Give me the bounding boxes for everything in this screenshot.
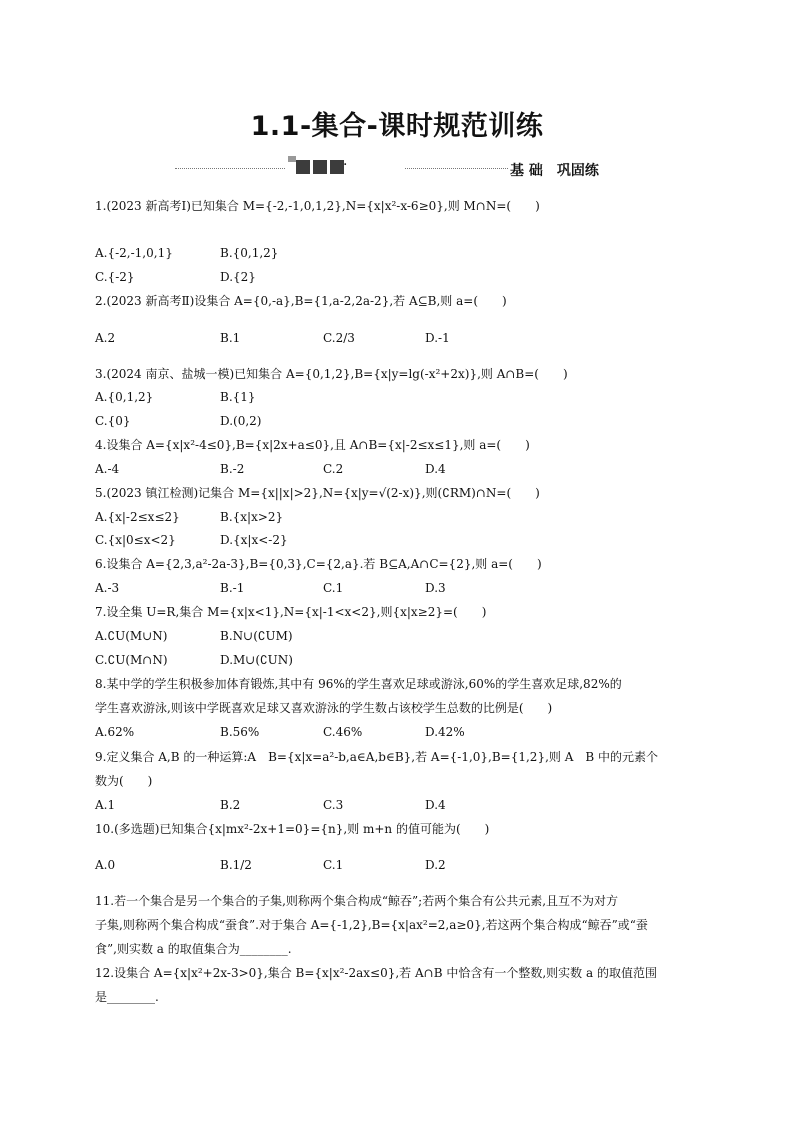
question-5-option-c: C.{x|0≤x<2}: [95, 533, 176, 547]
question-1-option-a: A.{-2,-1,0,1}: [95, 246, 173, 260]
question-7-option-b: B.N∪(∁UM): [220, 629, 293, 643]
question-9-option-a: A.1: [95, 798, 116, 812]
question-9-line: 9.定义集合 A,B 的一种运算:A B={x|x=a²-b,a∈A,b∈B},若 A={-1,0},B={1,2},则 A B 中的元素个: [95, 750, 659, 764]
question-3-line: 3.(2024 南京、盐城一模)已知集合 A={0,1,2},B={x|y=lg(-x²+2x)},则 A∩B=( ): [95, 367, 568, 381]
question-7-line: 7.设全集 U=R,集合 M={x|x<1},N={x|-1<x<2},则{x|x≥2}=( ): [95, 605, 487, 619]
question-4-option-b: B.-2: [220, 462, 245, 476]
question-6-option-b: B.-1: [220, 581, 245, 595]
question-5-option-b: B.{x|x>2}: [220, 510, 284, 524]
question-4-line: 4.设集合 A={x|x²-4≤0},B={x|2x+a≤0},且 A∩B={x|-2≤x≤1},则 a=( ): [95, 438, 530, 452]
page-title: 1.1-集合-课时规范训练: [250, 111, 544, 142]
section-label: 基 础 巩固练: [510, 163, 599, 179]
question-7-option-a: A.∁U(M∪N): [95, 629, 168, 643]
question-3-option-a: A.{0,1,2}: [95, 390, 154, 404]
question-4-option-d: D.4: [425, 462, 446, 476]
question-6-option-a: A.-3: [95, 581, 120, 595]
question-9-option-d: D.4: [425, 798, 446, 812]
question-10-option-a: A.0: [95, 858, 116, 872]
question-12-line: 是________.: [95, 990, 159, 1004]
question-2-option-a: A.2: [95, 331, 116, 345]
question-4-option-c: C.2: [323, 462, 344, 476]
question-5-option-a: A.{x|-2≤x≤2}: [95, 510, 180, 524]
question-3-option-c: C.{0}: [95, 414, 131, 428]
question-5-option-d: D.{x|x<-2}: [220, 533, 288, 547]
question-8-option-d: D.42%: [425, 725, 465, 739]
question-1-option-d: D.{2}: [220, 270, 256, 284]
question-9-option-c: C.3: [323, 798, 344, 812]
question-8-line: 8.某中学的学生积极参加体育锻炼,其中有 96%的学生喜欢足球或游泳,60%的学生喜欢足球,82%的: [95, 677, 622, 691]
dotted-rule-right: [405, 168, 508, 169]
question-6-option-c: C.1: [323, 581, 344, 595]
banner-block-icon: [330, 160, 344, 174]
question-10-option-b: B.1/2: [220, 858, 252, 872]
banner-block-icon: [296, 160, 310, 174]
section-banner: [0, 156, 794, 186]
question-8-line: 学生喜欢游泳,则该中学既喜欢足球又喜欢游泳的学生数占该校学生总数的比例是( ): [95, 701, 553, 715]
question-9-line: 数为( ): [95, 774, 153, 788]
question-8-option-a: A.62%: [95, 725, 135, 739]
banner-block-icon: [313, 160, 327, 174]
question-2-option-b: B.1: [220, 331, 241, 345]
question-7-option-d: D.M∪(∁UN): [220, 653, 293, 667]
question-6-option-d: D.3: [425, 581, 446, 595]
question-11-line: 食”,则实数 a 的取值集合为________.: [95, 942, 292, 956]
question-4-option-a: A.-4: [95, 462, 120, 476]
question-8-option-c: C.46%: [323, 725, 363, 739]
question-10-option-d: D.2: [425, 858, 446, 872]
question-11-line: 11.若一个集合是另一个集合的子集,则称两个集合构成“鲸吞”;若两个集合有公共元素,且互不为对方: [95, 894, 619, 908]
question-6-line: 6.设集合 A={2,3,a²-2a-3},B={0,3},C={2,a}.若 B⊆A,A∩C={2},则 a=( ): [95, 557, 542, 571]
question-10-option-c: C.1: [323, 858, 344, 872]
question-3-option-d: D.(0,2): [220, 414, 262, 428]
dotted-rule-left: [175, 168, 285, 169]
question-3-option-b: B.{1}: [220, 390, 256, 404]
question-5-line: 5.(2023 镇江检测)记集合 M={x||x|>2},N={x|y=√(2-x)},则(∁RM)∩N=( ): [95, 486, 540, 500]
question-1-option-c: C.{-2}: [95, 270, 135, 284]
question-1-line: 1.(2023 新高考Ⅰ)已知集合 M={-2,-1,0,1,2},N={x|x²-x-6≥0},则 M∩N=( ): [95, 199, 540, 213]
question-8-option-b: B.56%: [220, 725, 260, 739]
question-11-line: 子集,则称两个集合构成“蚕食”.对于集合 A={-1,2},B={x|ax²=2,a≥0},若这两个集合构成“鲸吞”或“蚕: [95, 918, 648, 932]
question-1-option-b: B.{0,1,2}: [220, 246, 279, 260]
question-2-option-d: D.-1: [425, 331, 450, 345]
question-10-line: 10.(多选题)已知集合{x|mx²-2x+1=0}={n},则 m+n 的值可能为( ): [95, 822, 490, 836]
question-12-line: 12.设集合 A={x|x²+2x-3>0},集合 B={x|x²-2ax≤0},若 A∩B 中恰含有一个整数,则实数 a 的取值范围: [95, 966, 657, 980]
banner-block-icon: [288, 156, 296, 162]
question-2-option-c: C.2/3: [323, 331, 355, 345]
question-9-option-b: B.2: [220, 798, 241, 812]
banner-dot-icon: ·: [343, 157, 348, 173]
question-7-option-c: C.∁U(M∩N): [95, 653, 168, 667]
question-2-line: 2.(2023 新高考Ⅱ)设集合 A={0,-a},B={1,a-2,2a-2},若 A⊆B,则 a=( ): [95, 294, 507, 308]
